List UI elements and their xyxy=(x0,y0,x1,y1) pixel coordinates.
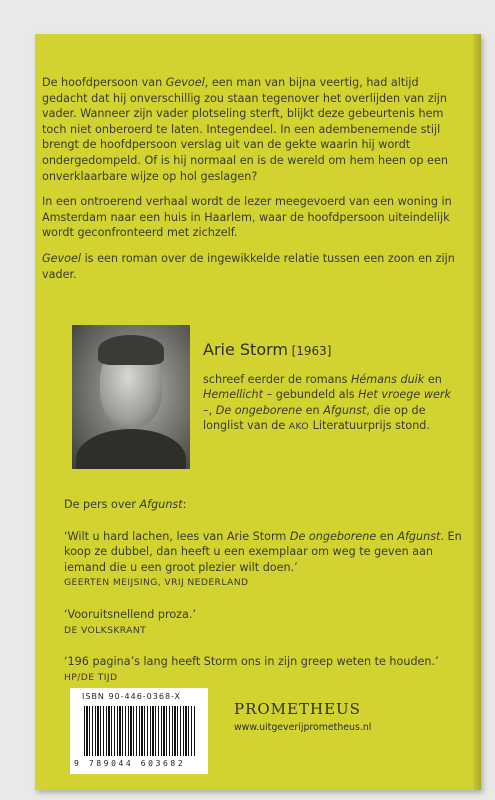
author-block xyxy=(203,342,463,435)
barcode-bars xyxy=(84,706,196,756)
author-photo-shoulders xyxy=(76,429,186,469)
quote-text: ‘Vooruitsnellend proza.’ xyxy=(64,607,197,621)
press-quote-1 xyxy=(64,529,464,591)
quote-source: HP/DE TIJD xyxy=(64,671,118,683)
quote-source: GEERTEN MEIJSING, VRIJ NEDERLAND xyxy=(64,577,249,589)
author-name: Arie Storm xyxy=(203,340,288,359)
barcode xyxy=(70,688,208,774)
author-birth-year: [1963] xyxy=(291,344,332,358)
isbn-label: ISBN 90-446-0368-X xyxy=(82,692,182,701)
author-photo-hair xyxy=(98,335,164,365)
blurb xyxy=(42,75,462,292)
press-intro: De pers over Afgunst: xyxy=(64,498,187,511)
barcode-number: 9 789044 603682 xyxy=(74,759,186,768)
cover-edge-shadow xyxy=(473,34,481,790)
quote-text: ‘Wilt u hard lachen, lees van Arie Storm De ongeborene en Afgunst. En koop ze dubbel, dan heeft u een exemplaar om weg te geven aan iemand die u een groot plezier wilt doen.’ xyxy=(64,529,462,574)
quote-text: ‘196 pagina’s lang heeft Storm ons in zijn greep weten te houden.’ xyxy=(64,655,439,669)
blurb-paragraph-1: De hoofdpersoon van Gevoel, een man van bijna veertig, had altijd gedacht dat hij onverschillig zou staan tegenover het overlijden van zijn vader. Wanneer zijn vader plotseling sterft, blijkt deze gebeurtenis hem toch niet onberoerd te laten. Integendeel. In een adembenemende stijl brengt de hoofdpersoon verslag uit van de gekte waarin hij wordt ondergedompeld. Of is hij normaal en is de wereld om hem heen op een onverklaarbare wijze op hol geslagen? xyxy=(42,76,448,183)
publisher-url: www.uitgeverijprometheus.nl xyxy=(234,722,372,733)
blurb-paragraph-2: In een ontroerend verhaal wordt de lezer meegevoerd van een woning in Amsterdam naar een huis in Haarlem, waar de hoofdpersoon uiteindelijk wordt geconfronteerd met zichzelf. xyxy=(42,195,452,240)
author-photo xyxy=(72,325,190,469)
press-quote-2 xyxy=(64,607,464,638)
blurb-paragraph-3: Gevoel is een roman over de ingewikkelde relatie tussen een zoon en zijn vader. xyxy=(42,251,455,281)
press-quotes xyxy=(64,497,464,701)
publisher-logo: PROMETHEUS xyxy=(234,700,361,718)
quote-source: DE VOLKSKRANT xyxy=(64,624,147,636)
press-quote-3 xyxy=(64,654,464,685)
author-bio: schreef eerder de romans Hémans duik en Hemellicht – gebundeld als Het vroege werk –, De ongeborene en Afgunst, die op de longlist van de AKO Literatuurprijs stond. xyxy=(203,372,451,433)
